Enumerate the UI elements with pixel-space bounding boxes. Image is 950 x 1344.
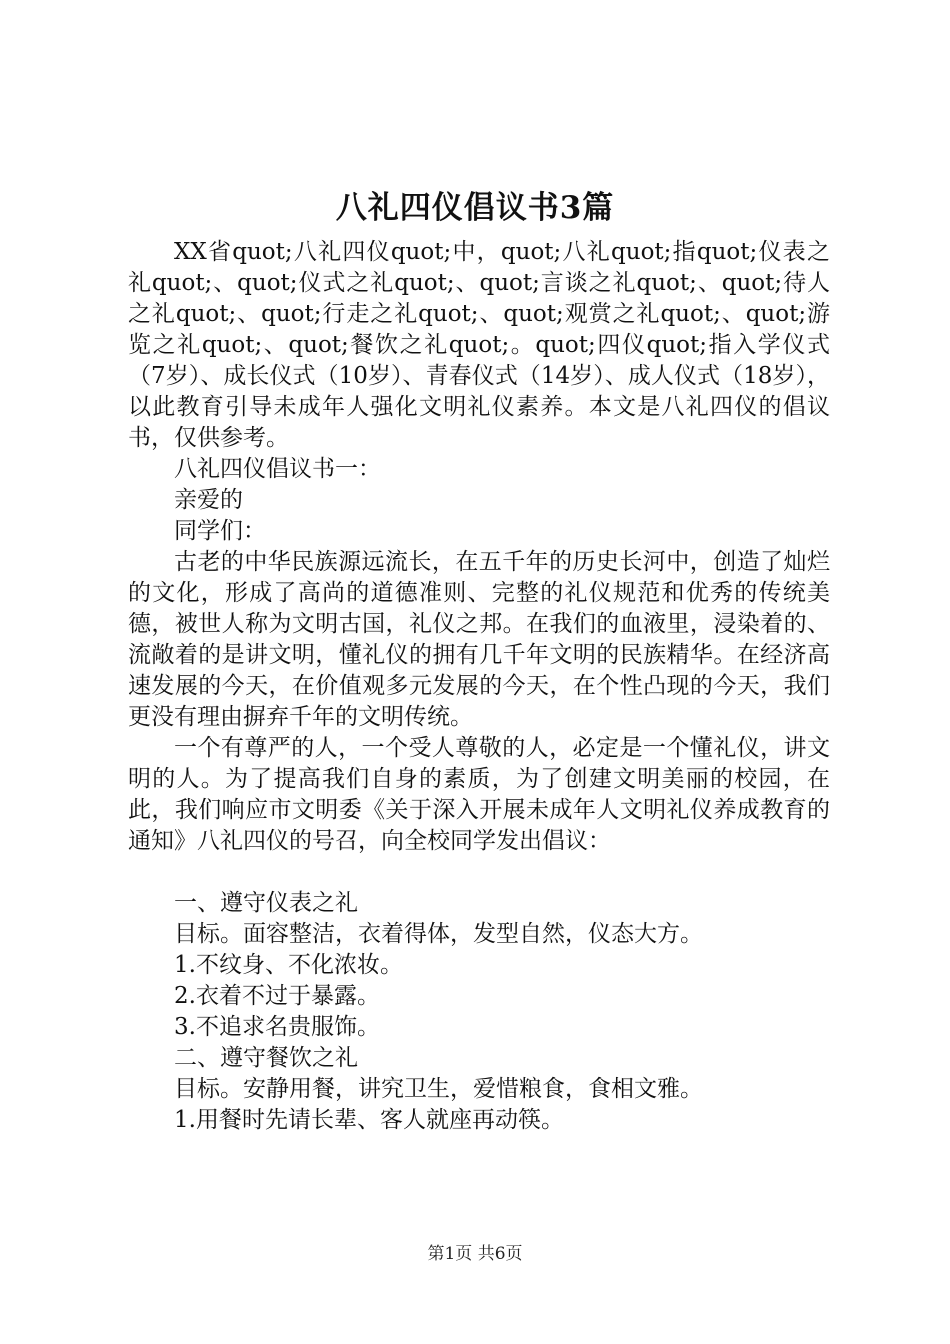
list-item: 一、遵守仪表之礼 bbox=[174, 890, 358, 916]
list-item: 3.不追求名贵服饰。 bbox=[174, 1014, 380, 1040]
intro-paragraph: XX省quot;八礼四仪quot;中，quot;八礼quot;指quot;仪表之礼quot;、quot;仪式之礼quot;、quot;言谈之礼quot;、quot;待人之礼quot;、quot;行走之礼quot;、quot;观赏之礼quot;、quot;游览之礼quot;、quot;餐饮之礼quot;。quot;四仪quot;指入学仪式（7岁）、成长仪式（10岁）、青春仪式（14岁）、成人仪式（18岁），以此教育引导未成年人强化文明礼仪素养。本文是八礼四仪的倡议书，仅供参考。 bbox=[128, 239, 830, 451]
document-title: 八礼四仪倡议书3篇 bbox=[335, 190, 615, 226]
list-item: 目标。安静用餐，讲究卫生，爱惜粮食，食相文雅。 bbox=[174, 1076, 703, 1102]
paragraph-spacer bbox=[128, 857, 830, 888]
list-item: 1.用餐时先请长辈、客人就座再动筷。 bbox=[174, 1107, 564, 1133]
page-footer: 第1页 共6页 bbox=[427, 1244, 523, 1264]
document-body bbox=[128, 237, 830, 1136]
list-item: 目标。面容整洁，衣着得体，发型自然，仪态大方。 bbox=[174, 921, 703, 947]
list-item: 1.不纹身、不化浓妆。 bbox=[174, 952, 403, 978]
body-paragraph: 古老的中华民族源远流长，在五千年的历史长河中，创造了灿烂的文化，形成了高尚的道德准则、完整的礼仪规范和优秀的传统美德，被世人称为文明古国，礼仪之邦。在我们的血液里，浸染着的、流敞着的是讲文明，懂礼仪的拥有几千年文明的民族精华。在经济高速发展的今天，在价值观多元发展的今天，在个性凸现的今天，我们更没有理由摒弃千年的文明传统。 bbox=[128, 549, 830, 730]
body-paragraph: 一个有尊严的人，一个受人尊敬的人，必定是一个懂礼仪，讲文明的人。为了提高我们自身的素质，为了创建文明美丽的校园，在此，我们响应市文明委《关于深入开展未成年人文明礼仪养成教育的通知》八礼四仪的号召，向全校同学发出倡议： bbox=[128, 735, 830, 854]
list-item: 2.衣着不过于暴露。 bbox=[174, 983, 380, 1009]
list-item: 二、遵守餐饮之礼 bbox=[174, 1045, 358, 1071]
section-heading: 八礼四仪倡议书一： bbox=[174, 456, 381, 482]
salutation-line: 同学们： bbox=[174, 518, 266, 544]
salutation-line: 亲爱的 bbox=[174, 487, 243, 513]
